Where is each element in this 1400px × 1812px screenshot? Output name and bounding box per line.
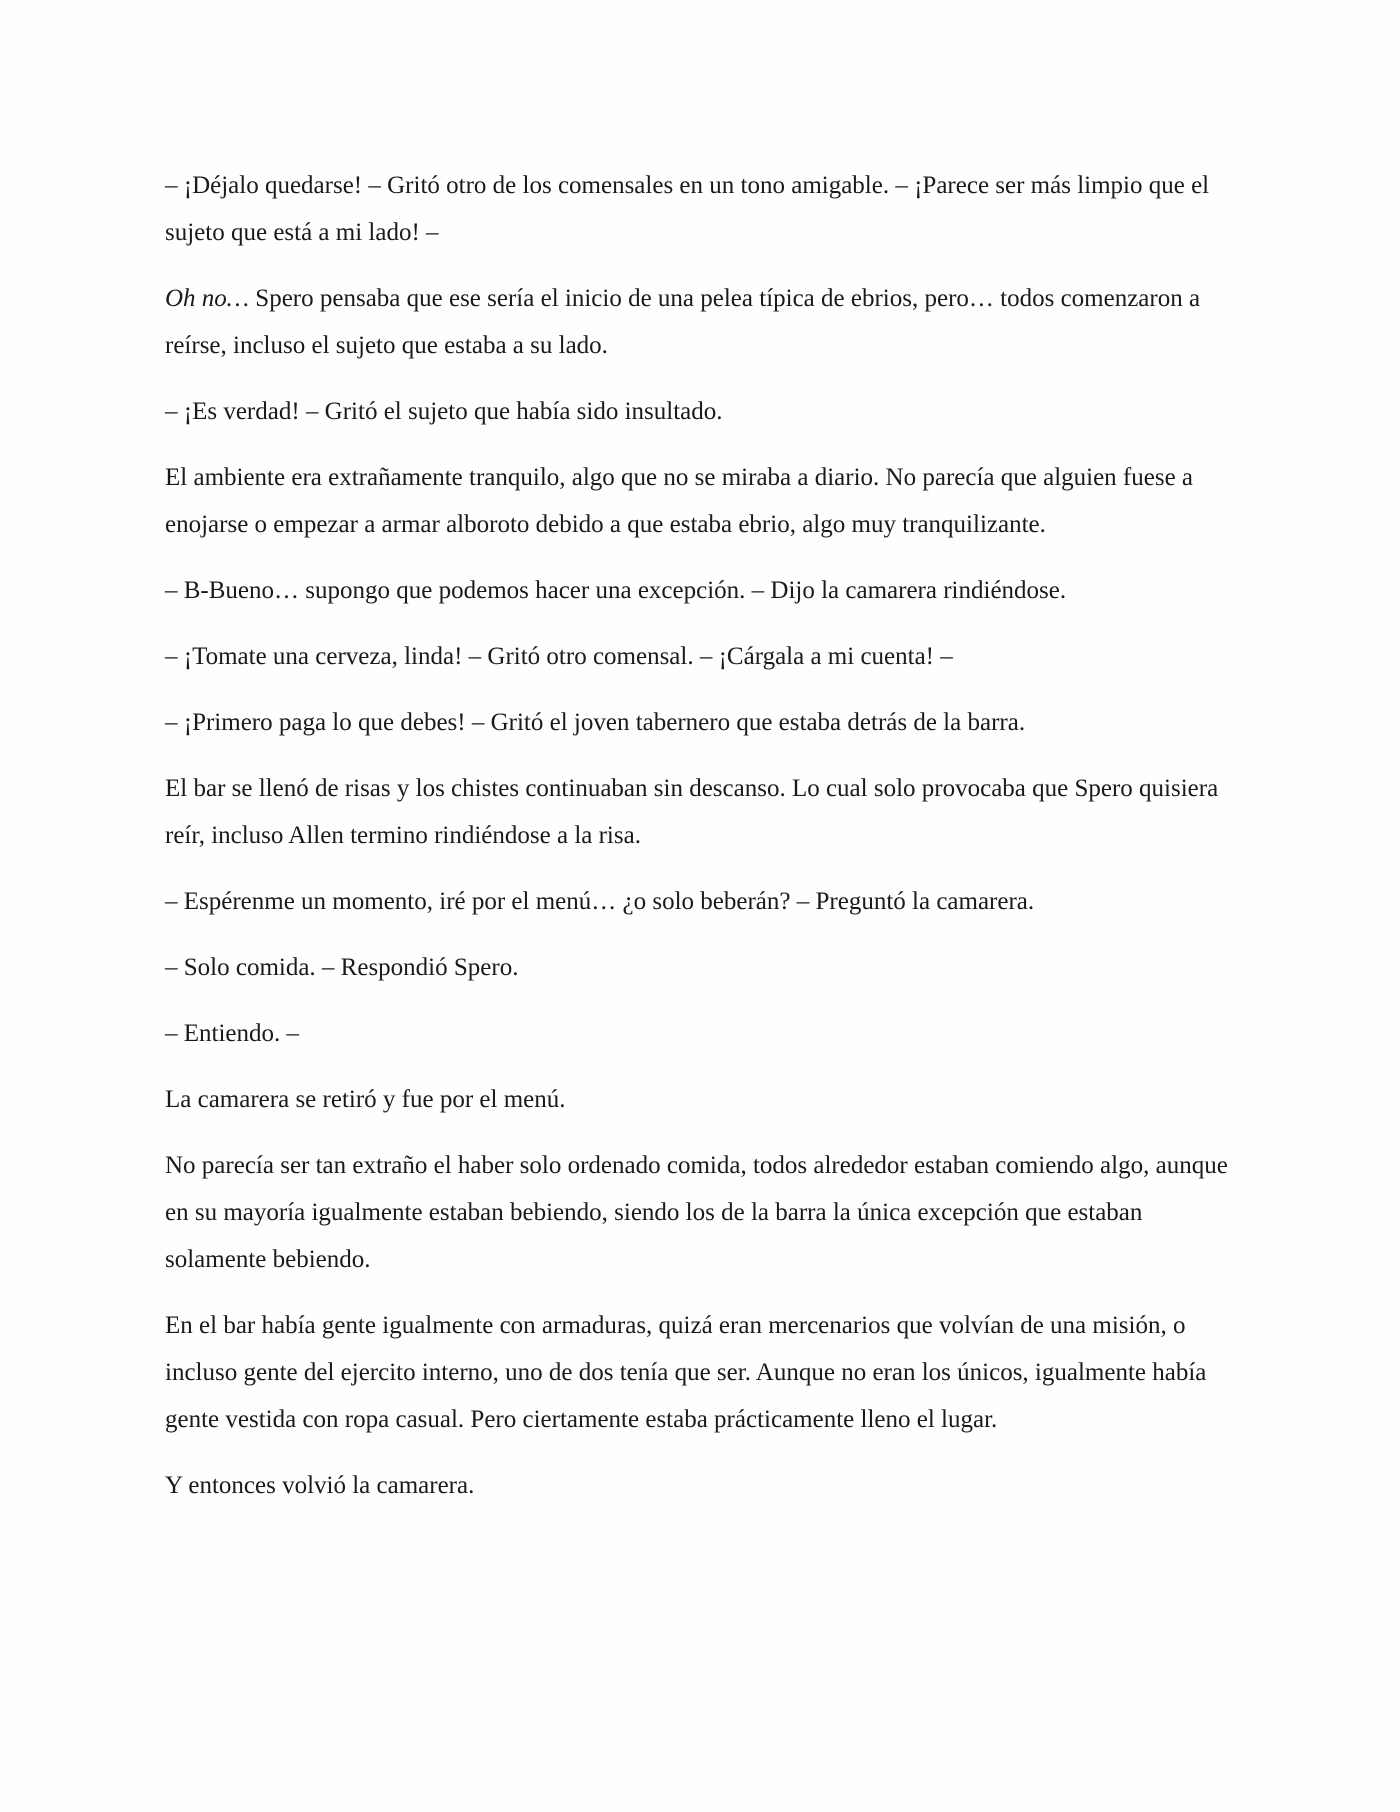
paragraph: – ¡Tomate una cerveza, linda! – Gritó otro comensal. – ¡Cárgala a mi cuenta! – [165, 643, 953, 670]
paragraph: El bar se llenó de risas y los chistes continuaban sin descanso. Lo cual solo provocaba que Spero quisiera reír, incluso Allen termino rindiéndose a la risa. [165, 775, 1219, 849]
document-body [165, 162, 1240, 1528]
paragraph: El ambiente era extrañamente tranquilo, algo que no se miraba a diario. No parecía que alguien fuese a enojarse o empezar a armar alboroto debido a que estaba ebrio, algo muy tranquilizante. [165, 464, 1194, 538]
paragraph: – ¡Déjalo quedarse! – Gritó otro de los comensales en un tono amigable. – ¡Parece ser más limpio que el sujeto que está a mi lado! – [165, 172, 1210, 246]
paragraph-text: Spero pensaba que ese sería el inicio de una pelea típica de ebrios, pero… todos comenzaron a reírse, incluso el sujeto que estaba a su lado. [165, 285, 1201, 359]
paragraph: – B-Bueno… supongo que podemos hacer una excepción. – Dijo la camarera rindiéndose. [165, 577, 1067, 604]
italic-thought: Oh no… [165, 285, 250, 312]
paragraph: En el bar había gente igualmente con armaduras, quizá eran mercenarios que volvían de una misión, o incluso gente del ejercito interno, uno de dos tenía que ser. Aunque no eran los únicos, igualmente había gente vestida con ropa casual. Pero ciertamente estaba prácticamente lleno el lugar. [165, 1312, 1207, 1433]
paragraph: – Solo comida. – Respondió Spero. [165, 954, 519, 981]
paragraph: – ¡Primero paga lo que debes! – Gritó el joven tabernero que estaba detrás de la barra. [165, 709, 1026, 736]
paragraph: – ¡Es verdad! – Gritó el sujeto que había sido insultado. [165, 398, 723, 425]
paragraph: – Espérenme un momento, iré por el menú… ¿o solo beberán? – Preguntó la camarera. [165, 888, 1035, 915]
paragraph: La camarera se retiró y fue por el menú. [165, 1086, 566, 1113]
paragraph: No parecía ser tan extraño el haber solo ordenado comida, todos alrededor estaban comiendo algo, aunque en su mayoría igualmente estaban bebiendo, siendo los de la barra la única excepción que estaban solamente bebiendo. [165, 1152, 1228, 1273]
paragraph: – Entiendo. – [165, 1020, 300, 1047]
paragraph: Y entonces volvió la camarera. [165, 1472, 475, 1499]
paragraph [165, 275, 1240, 369]
